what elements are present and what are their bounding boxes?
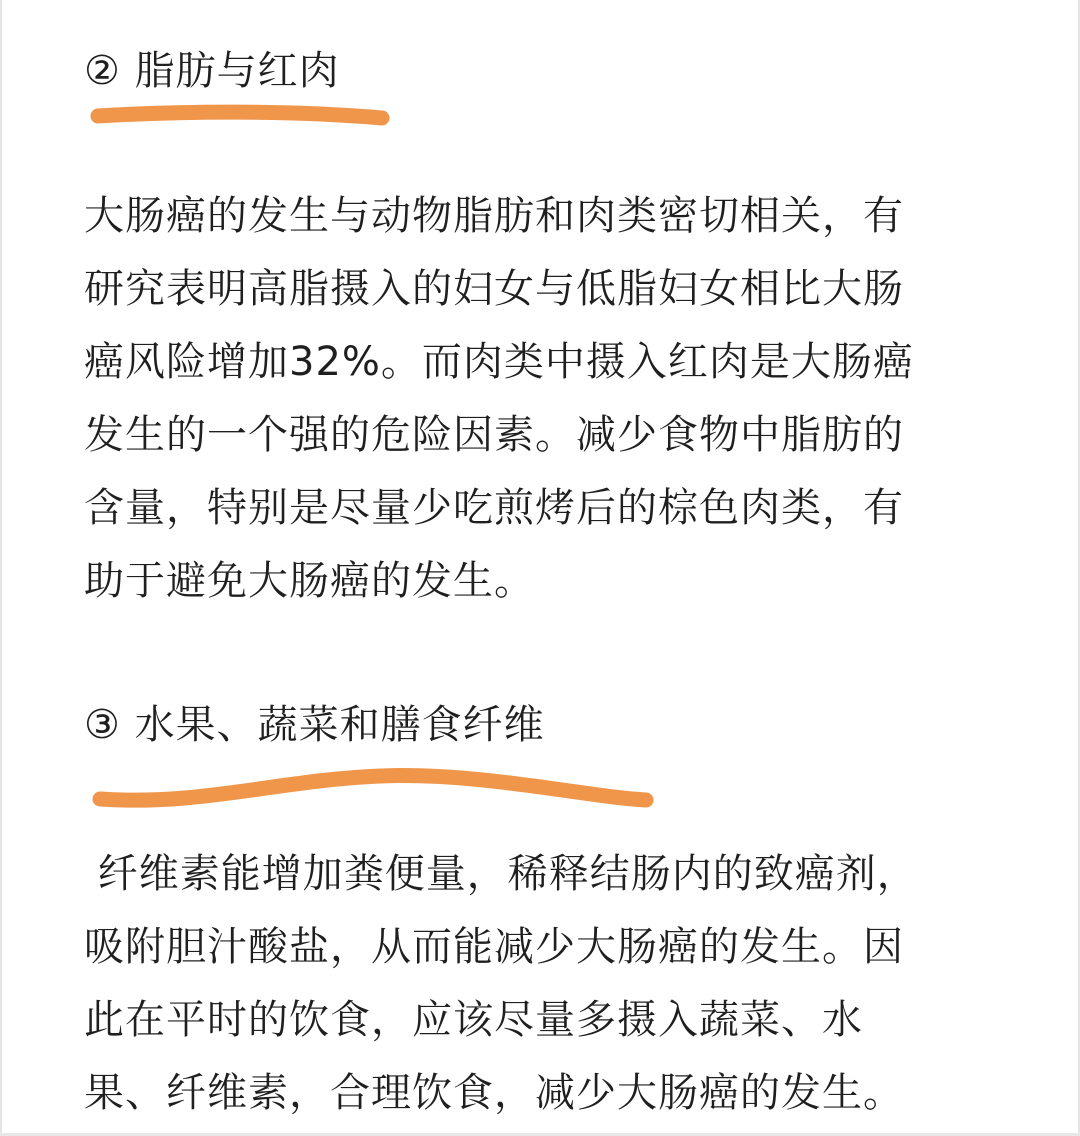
- paragraph-fat-red-meat: [84, 180, 1014, 618]
- paragraph-line: 研究表明高脂摄入的妇女与低脂妇女相比大肠: [84, 266, 904, 312]
- heading-fat-underline: [98, 112, 382, 118]
- paragraph-line: 发生的一个强的危险因素。减少食物中脂肪的: [84, 412, 904, 458]
- heading-fiber-underline: [100, 776, 646, 801]
- heading-fat-red-meat: ② 脂肪与红肉: [84, 48, 340, 94]
- paragraph-line: 果、纤维素，合理饮食，减少大肠癌的发生。: [84, 1070, 904, 1116]
- paragraph-line: 含量，特别是尽量少吃煎烤后的棕色肉类，有: [84, 485, 904, 531]
- paragraph-line: 此在平时的饮食，应该尽量多摄入蔬菜、水: [84, 997, 863, 1043]
- paragraph-line: 大肠癌的发生与动物脂肪和肉类密切相关，有: [84, 193, 904, 239]
- paragraph-line: 助于避免大肠癌的发生。: [84, 558, 535, 604]
- paragraph-line: 纤维素能增加粪便量，稀释结肠内的致癌剂，: [84, 851, 918, 897]
- heading-fruit-vegetable-fiber: ③ 水果、蔬菜和膳食纤维: [84, 702, 545, 748]
- paragraph-line: 癌风险增加32%。而肉类中摄入红肉是大肠癌: [84, 339, 914, 385]
- paragraph-line: 吸附胆汁酸盐，从而能减少大肠癌的发生。因: [84, 924, 904, 970]
- paragraph-fruit-vegetable-fiber: [84, 838, 1014, 1130]
